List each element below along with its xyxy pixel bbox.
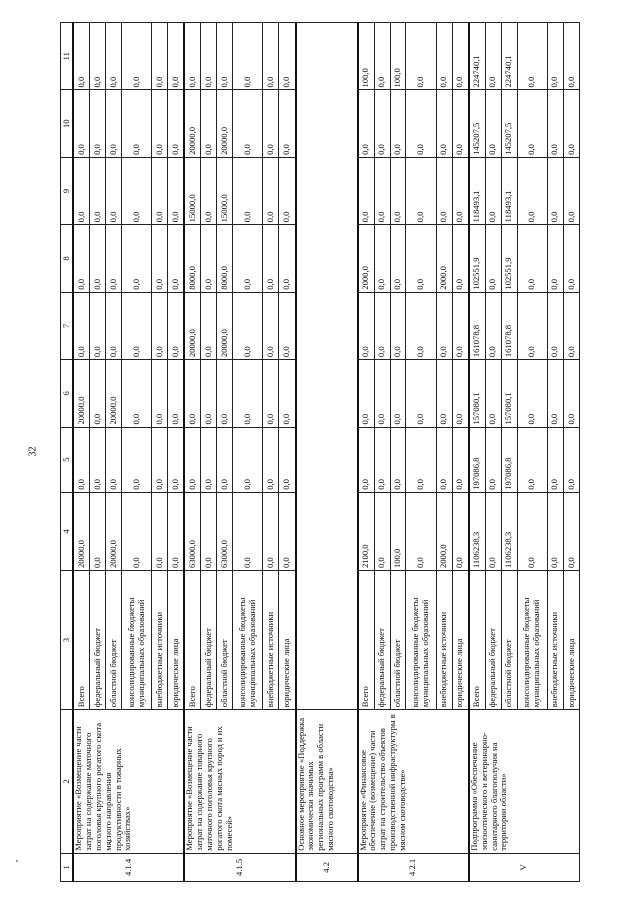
amount-cell: 0,0 bbox=[485, 157, 501, 224]
amount-cell: 102551,9 bbox=[469, 225, 486, 292]
amount-cell: 0,0 bbox=[217, 360, 233, 427]
amount-cell: 0,0 bbox=[106, 225, 122, 292]
funding-source: юридические лица bbox=[279, 571, 296, 710]
funding-source: консолидированные бюджеты муниципальных образований bbox=[121, 571, 151, 710]
amount-cell: 0,0 bbox=[406, 157, 436, 224]
amount-cell: 20000,0 bbox=[73, 492, 90, 570]
amount-cell: 0,0 bbox=[73, 292, 90, 359]
amount-cell: 0,0 bbox=[547, 360, 563, 427]
amount-cell: 0,0 bbox=[390, 292, 406, 359]
amount-cell: 0,0 bbox=[279, 492, 296, 570]
amount-cell: 145207,5 bbox=[501, 90, 517, 157]
funding-source: федеральный бюджет bbox=[374, 571, 390, 710]
amount-cell: 0,0 bbox=[452, 360, 469, 427]
amount-cell: 0,0 bbox=[263, 90, 279, 157]
amount-cell: 0,0 bbox=[547, 492, 563, 570]
amount-cell: 0,0 bbox=[152, 157, 168, 224]
amount-cell: 0,0 bbox=[73, 427, 90, 492]
amount-cell: 0,0 bbox=[406, 23, 436, 91]
row-description: Мероприятие «Возмещение части затрат на содержание товарного маточного поголовья крупного рогатого скота мясных пород и их помесей» bbox=[184, 710, 295, 854]
amount-cell: 0,0 bbox=[436, 360, 452, 427]
amount-cell: 0,0 bbox=[168, 157, 185, 224]
funding-source: консолидированные бюджеты муниципальных образований bbox=[517, 571, 547, 710]
funding-source: юридические лица bbox=[168, 571, 185, 710]
amount-cell: 0,0 bbox=[168, 225, 185, 292]
amount-cell: 0,0 bbox=[263, 225, 279, 292]
amount-cell: 63000,0 bbox=[217, 492, 233, 570]
amount-cell: 0,0 bbox=[406, 360, 436, 427]
amount-cell: 0,0 bbox=[517, 90, 547, 157]
amount-cell: 224740,1 bbox=[469, 23, 486, 91]
amount-cell: 0,0 bbox=[121, 292, 151, 359]
row-code: 4.2 bbox=[296, 853, 358, 881]
amount-cell: 0,0 bbox=[201, 492, 217, 570]
amount-cell: 0,0 bbox=[121, 225, 151, 292]
funding-source: федеральный бюджет bbox=[90, 571, 106, 710]
amount-cell: 2000,0 bbox=[436, 492, 452, 570]
amount-cell: 0,0 bbox=[168, 427, 185, 492]
amount-cell: 0,0 bbox=[233, 492, 263, 570]
amount-cell: 0,0 bbox=[390, 90, 406, 157]
amount-cell: 0,0 bbox=[121, 492, 151, 570]
amount-cell: 0,0 bbox=[485, 427, 501, 492]
amount-cell: 0,0 bbox=[485, 492, 501, 570]
amount-cell: 0,0 bbox=[452, 225, 469, 292]
funding-source: федеральный бюджет bbox=[201, 571, 217, 710]
amount-cell: 197086,8 bbox=[469, 427, 486, 492]
funding-source: внебюджетные источники bbox=[263, 571, 279, 710]
amount-cell: 20000,0 bbox=[184, 292, 201, 359]
amount-cell: 0,0 bbox=[452, 427, 469, 492]
funding-source: областной бюджет bbox=[390, 571, 406, 710]
table-row bbox=[73, 23, 90, 882]
empty-cell bbox=[296, 23, 358, 710]
amount-cell: 0,0 bbox=[168, 360, 185, 427]
funding-source: областной бюджет bbox=[217, 571, 233, 710]
amount-cell: 0,0 bbox=[152, 225, 168, 292]
amount-cell: 0,0 bbox=[517, 427, 547, 492]
amount-cell: 102551,9 bbox=[501, 225, 517, 292]
amount-cell: 0,0 bbox=[201, 23, 217, 91]
amount-cell: 0,0 bbox=[279, 90, 296, 157]
table-row bbox=[469, 23, 486, 882]
amount-cell: 0,0 bbox=[374, 292, 390, 359]
amount-cell: 0,0 bbox=[121, 360, 151, 427]
header-row bbox=[61, 23, 74, 882]
amount-cell: 1106238,3 bbox=[501, 492, 517, 570]
row-description: Мероприятие «Возмещение части затрат на содержание маточного поголовья крупного рогатого скота мясного направления продуктивности в товарных хозяйствах» bbox=[73, 710, 184, 854]
amount-cell: 0,0 bbox=[217, 23, 233, 91]
amount-cell: 0,0 bbox=[121, 427, 151, 492]
column-header: 2 bbox=[61, 710, 74, 854]
amount-cell: 0,0 bbox=[374, 23, 390, 91]
amount-cell: 0,0 bbox=[152, 427, 168, 492]
amount-cell: 0,0 bbox=[563, 225, 579, 292]
amount-cell: 0,0 bbox=[436, 427, 452, 492]
funding-source: юридические лица bbox=[452, 571, 469, 710]
amount-cell: 0,0 bbox=[547, 90, 563, 157]
amount-cell: 0,0 bbox=[563, 90, 579, 157]
funding-source: внебюджетные источники bbox=[547, 571, 563, 710]
amount-cell: 0,0 bbox=[233, 292, 263, 359]
amount-cell: 0,0 bbox=[517, 492, 547, 570]
amount-cell: 1106238,3 bbox=[469, 492, 486, 570]
rotated-budget-table bbox=[60, 22, 580, 882]
table-row bbox=[296, 23, 358, 882]
amount-cell: 0,0 bbox=[73, 225, 90, 292]
column-header: 3 bbox=[61, 571, 74, 710]
amount-cell: 157080,1 bbox=[469, 360, 486, 427]
amount-cell: 0,0 bbox=[436, 23, 452, 91]
amount-cell: 0,0 bbox=[390, 157, 406, 224]
amount-cell: 0,0 bbox=[201, 157, 217, 224]
amount-cell: 0,0 bbox=[152, 292, 168, 359]
row-code: 4.1.5 bbox=[184, 853, 295, 881]
funding-source: внебюджетные источники bbox=[152, 571, 168, 710]
amount-cell: 0,0 bbox=[279, 23, 296, 91]
amount-cell: 0,0 bbox=[406, 427, 436, 492]
amount-cell: 0,0 bbox=[279, 157, 296, 224]
amount-cell: 0,0 bbox=[436, 157, 452, 224]
amount-cell: 0,0 bbox=[517, 360, 547, 427]
amount-cell: 0,0 bbox=[563, 492, 579, 570]
amount-cell: 0,0 bbox=[563, 157, 579, 224]
row-description: Основное мероприятие «Поддержка экономически значимых региональных программ в области мясного скотоводства» bbox=[296, 710, 358, 854]
amount-cell: 0,0 bbox=[358, 90, 375, 157]
amount-cell: 0,0 bbox=[485, 225, 501, 292]
funding-source: Всего bbox=[469, 571, 486, 710]
funding-source: областной бюджет bbox=[501, 571, 517, 710]
amount-cell: 0,0 bbox=[233, 360, 263, 427]
amount-cell: 0,0 bbox=[485, 23, 501, 91]
column-header: 9 bbox=[61, 157, 74, 224]
funding-source: Всего bbox=[73, 571, 90, 710]
amount-cell: 0,0 bbox=[121, 90, 151, 157]
column-header: 1 bbox=[61, 853, 74, 881]
amount-cell: 0,0 bbox=[263, 23, 279, 91]
amount-cell: 0,0 bbox=[358, 360, 375, 427]
amount-cell: 0,0 bbox=[358, 292, 375, 359]
amount-cell: 20000,0 bbox=[106, 360, 122, 427]
amount-cell: 15000,0 bbox=[184, 157, 201, 224]
amount-cell: 0,0 bbox=[452, 23, 469, 91]
funding-source: юридические лица bbox=[563, 571, 579, 710]
amount-cell: 0,0 bbox=[263, 292, 279, 359]
amount-cell: 0,0 bbox=[279, 427, 296, 492]
amount-cell: 0,0 bbox=[73, 90, 90, 157]
funding-source: консолидированные бюджеты муниципальных образований bbox=[406, 571, 436, 710]
amount-cell: 118493,1 bbox=[469, 157, 486, 224]
table-body bbox=[73, 23, 580, 882]
amount-cell: 0,0 bbox=[184, 427, 201, 492]
amount-cell: 0,0 bbox=[452, 157, 469, 224]
funding-source: внебюджетные источники bbox=[436, 571, 452, 710]
amount-cell: 0,0 bbox=[374, 157, 390, 224]
column-header: 7 bbox=[61, 292, 74, 359]
column-header: 6 bbox=[61, 360, 74, 427]
budget-table bbox=[60, 22, 580, 882]
amount-cell: 0,0 bbox=[90, 157, 106, 224]
amount-cell: 0,0 bbox=[106, 157, 122, 224]
scan-speck bbox=[16, 860, 18, 862]
amount-cell: 0,0 bbox=[452, 292, 469, 359]
amount-cell: 0,0 bbox=[90, 427, 106, 492]
amount-cell: 0,0 bbox=[201, 90, 217, 157]
row-description: Мероприятие «Финансовое обеспечение (возмещение) части затрат на строительство объектов производственной инфраструктуры в мясном скотоводстве» bbox=[358, 710, 469, 854]
amount-cell: 63000,0 bbox=[184, 492, 201, 570]
amount-cell: 0,0 bbox=[358, 427, 375, 492]
amount-cell: 0,0 bbox=[90, 492, 106, 570]
funding-source: консолидированные бюджеты муниципальных образований bbox=[233, 571, 263, 710]
amount-cell: 0,0 bbox=[233, 90, 263, 157]
amount-cell: 0,0 bbox=[517, 292, 547, 359]
amount-cell: 0,0 bbox=[374, 225, 390, 292]
amount-cell: 0,0 bbox=[563, 360, 579, 427]
amount-cell: 0,0 bbox=[436, 292, 452, 359]
amount-cell: 20000,0 bbox=[106, 492, 122, 570]
amount-cell: 0,0 bbox=[73, 157, 90, 224]
amount-cell: 15000,0 bbox=[217, 157, 233, 224]
amount-cell: 0,0 bbox=[90, 360, 106, 427]
amount-cell: 0,0 bbox=[390, 225, 406, 292]
amount-cell: 0,0 bbox=[263, 157, 279, 224]
amount-cell: 0,0 bbox=[547, 292, 563, 359]
amount-cell: 100,0 bbox=[358, 23, 375, 91]
amount-cell: 0,0 bbox=[563, 427, 579, 492]
amount-cell: 0,0 bbox=[168, 23, 185, 91]
amount-cell: 0,0 bbox=[152, 90, 168, 157]
amount-cell: 0,0 bbox=[279, 225, 296, 292]
amount-cell: 0,0 bbox=[452, 492, 469, 570]
amount-cell: 0,0 bbox=[452, 90, 469, 157]
amount-cell: 0,0 bbox=[184, 360, 201, 427]
amount-cell: 0,0 bbox=[279, 360, 296, 427]
amount-cell: 0,0 bbox=[106, 292, 122, 359]
amount-cell: 2000,0 bbox=[436, 225, 452, 292]
amount-cell: 197086,8 bbox=[501, 427, 517, 492]
amount-cell: 0,0 bbox=[233, 23, 263, 91]
amount-cell: 0,0 bbox=[152, 360, 168, 427]
amount-cell: 20000,0 bbox=[73, 360, 90, 427]
amount-cell: 0,0 bbox=[121, 157, 151, 224]
amount-cell: 0,0 bbox=[517, 157, 547, 224]
amount-cell: 20000,0 bbox=[217, 90, 233, 157]
amount-cell: 224740,1 bbox=[501, 23, 517, 91]
amount-cell: 161078,8 bbox=[501, 292, 517, 359]
amount-cell: 0,0 bbox=[547, 225, 563, 292]
amount-cell: 0,0 bbox=[106, 427, 122, 492]
amount-cell: 20000,0 bbox=[217, 292, 233, 359]
funding-source: Всего bbox=[184, 571, 201, 710]
funding-source: федеральный бюджет bbox=[485, 571, 501, 710]
amount-cell: 0,0 bbox=[390, 427, 406, 492]
amount-cell: 0,0 bbox=[152, 23, 168, 91]
row-code: V bbox=[469, 853, 580, 881]
amount-cell: 0,0 bbox=[485, 292, 501, 359]
table-row bbox=[184, 23, 201, 882]
funding-source: Всего bbox=[358, 571, 375, 710]
amount-cell: 2000,0 bbox=[358, 225, 375, 292]
amount-cell: 0,0 bbox=[233, 427, 263, 492]
amount-cell: 0,0 bbox=[90, 225, 106, 292]
amount-cell: 0,0 bbox=[90, 292, 106, 359]
amount-cell: 100,0 bbox=[390, 492, 406, 570]
amount-cell: 0,0 bbox=[201, 292, 217, 359]
amount-cell: 100,0 bbox=[390, 23, 406, 91]
amount-cell: 0,0 bbox=[358, 157, 375, 224]
amount-cell: 0,0 bbox=[106, 90, 122, 157]
amount-cell: 0,0 bbox=[374, 427, 390, 492]
page-number: 32 bbox=[27, 446, 39, 457]
amount-cell: 0,0 bbox=[517, 225, 547, 292]
amount-cell: 0,0 bbox=[563, 23, 579, 91]
amount-cell: 0,0 bbox=[279, 292, 296, 359]
amount-cell: 0,0 bbox=[233, 157, 263, 224]
amount-cell: 0,0 bbox=[547, 23, 563, 91]
row-code: 4.2.1 bbox=[358, 853, 469, 881]
amount-cell: 0,0 bbox=[90, 23, 106, 91]
amount-cell: 0,0 bbox=[106, 23, 122, 91]
amount-cell: 0,0 bbox=[217, 427, 233, 492]
amount-cell: 8000,0 bbox=[184, 225, 201, 292]
row-description: Подпрограмма «Обеспечение эпизоотического и ветеринарно-санитарного благополучия на территории области» bbox=[469, 710, 580, 854]
amount-cell: 145207,5 bbox=[469, 90, 486, 157]
column-header: 8 bbox=[61, 225, 74, 292]
amount-cell: 0,0 bbox=[263, 492, 279, 570]
amount-cell: 0,0 bbox=[406, 292, 436, 359]
amount-cell: 0,0 bbox=[547, 157, 563, 224]
amount-cell: 0,0 bbox=[263, 427, 279, 492]
column-header: 5 bbox=[61, 427, 74, 492]
amount-cell: 157080,1 bbox=[501, 360, 517, 427]
amount-cell: 0,0 bbox=[406, 225, 436, 292]
amount-cell: 0,0 bbox=[374, 90, 390, 157]
amount-cell: 0,0 bbox=[263, 360, 279, 427]
row-code: 4.1.4 bbox=[73, 853, 184, 881]
amount-cell: 0,0 bbox=[374, 360, 390, 427]
amount-cell: 20000,0 bbox=[184, 90, 201, 157]
amount-cell: 0,0 bbox=[390, 360, 406, 427]
amount-cell: 0,0 bbox=[374, 492, 390, 570]
funding-source: областной бюджет bbox=[106, 571, 122, 710]
amount-cell: 0,0 bbox=[73, 23, 90, 91]
amount-cell: 0,0 bbox=[152, 492, 168, 570]
column-header: 10 bbox=[61, 90, 74, 157]
amount-cell: 2100,0 bbox=[358, 492, 375, 570]
amount-cell: 0,0 bbox=[90, 90, 106, 157]
amount-cell: 0,0 bbox=[547, 427, 563, 492]
amount-cell: 161078,8 bbox=[469, 292, 486, 359]
column-header: 11 bbox=[61, 23, 74, 91]
amount-cell: 0,0 bbox=[168, 90, 185, 157]
amount-cell: 0,0 bbox=[233, 225, 263, 292]
table-row bbox=[358, 23, 375, 882]
amount-cell: 0,0 bbox=[485, 360, 501, 427]
amount-cell: 0,0 bbox=[201, 360, 217, 427]
amount-cell: 0,0 bbox=[406, 492, 436, 570]
column-header: 4 bbox=[61, 492, 74, 570]
amount-cell: 0,0 bbox=[563, 292, 579, 359]
amount-cell: 8000,0 bbox=[217, 225, 233, 292]
amount-cell: 0,0 bbox=[168, 292, 185, 359]
amount-cell: 0,0 bbox=[517, 23, 547, 91]
amount-cell: 0,0 bbox=[436, 90, 452, 157]
amount-cell: 0,0 bbox=[201, 225, 217, 292]
amount-cell: 0,0 bbox=[485, 90, 501, 157]
amount-cell: 0,0 bbox=[121, 23, 151, 91]
amount-cell: 0,0 bbox=[184, 23, 201, 91]
amount-cell: 0,0 bbox=[201, 427, 217, 492]
amount-cell: 0,0 bbox=[168, 492, 185, 570]
amount-cell: 118493,1 bbox=[501, 157, 517, 224]
amount-cell: 0,0 bbox=[406, 90, 436, 157]
